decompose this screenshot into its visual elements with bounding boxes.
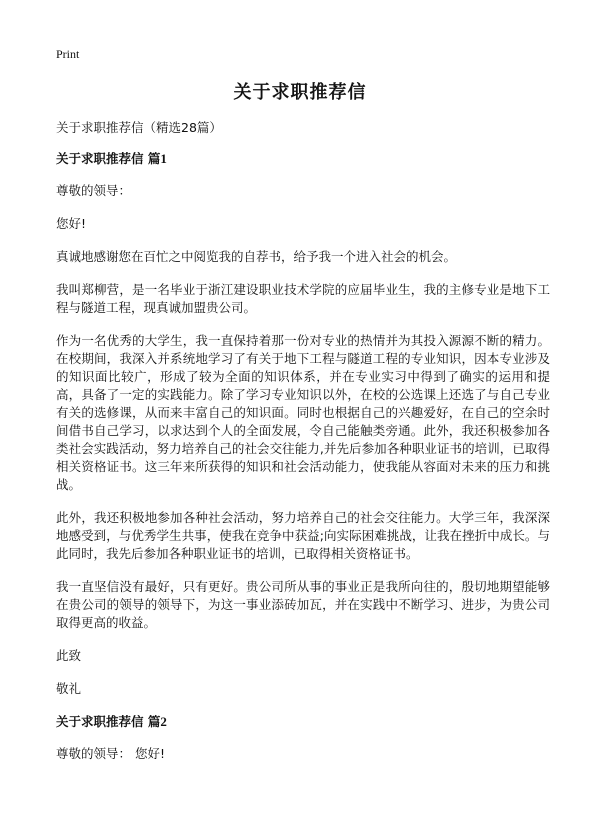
section-heading-2 [56,713,550,731]
section-heading-number: 2 [160,714,167,729]
closing: 此致 [56,648,82,663]
letter-paragraph: 我叫郑柳营，是一名毕业于浙江建设职业技术学院的应届毕业生，我的主修专业是地下工程与隧道工程，现真诚加盟贵公司。 [56,282,550,315]
section-heading-text: 关于求职推荐信 篇 [56,151,161,166]
closing-regards: 敬礼 [56,681,82,696]
document-title: 关于求职推荐信 [233,82,367,103]
print-link[interactable]: Print [56,47,80,61]
salutation: 尊敬的领导： [56,183,132,198]
letter-paragraph: 作为一名优秀的大学生，我一直保持着那一份对专业的热情并为其投入源源不断的精力。在校期间，我深入并系统地学习了有关于地下工程与隧道工程的专业知识，因本专业涉及的知识面比较广，形成了较为全面的知识体系，并在专业实习中得到了确实的运用和提高，具备了一定的实践能力。除了学习专业知识以外，在校的公选课上还选了与自己专业有关的选修课，从而来丰富自己的知识面。同时也根据自己的兴趣爱好，在自己的空余时间借书自己学习，以求达到个人的全面发展，令自己能触类旁通。此外，我还积极参加各类社会实践活动，努力培养自己的社会交往能力,并先后参加各种职业证书的培训，已取得相关资格证书。这三年来所获得的知识和社会活动能力，使我能从容面对未来的压力和挑战。 [56,333,550,492]
letter-paragraph: 真诚地感谢您在百忙之中阅览我的自荐书，给予我一个进入社会的机会。 [56,249,457,264]
document-subtitle: 关于求职推荐信（精选28篇） [56,120,222,135]
letter-content [56,119,550,778]
greeting: 您好! [56,216,87,231]
section-heading-number: 1 [160,151,167,166]
salutation: 尊敬的领导： 您好! [56,746,165,761]
letter-paragraph: 我一直坚信没有最好，只有更好。贵公司所从事的事业正是我所向往的，殷切地期望能够在贵公司的领导的领导下，为这一事业添砖加瓦，并在实践中不断学习、进步，为贵公司取得更高的收益。 [56,579,550,630]
letter-paragraph: 此外，我还积极地参加各种社会活动，努力培养自己的社会交往能力。大学三年，我深深地感受到，与优秀学生共事，使我在竞争中获益;向实际困难挑战，让我在挫折中成长。与此同时，我先后参加各种职业证书的培训，已取得相关资格证书。 [56,510,550,561]
section-heading-1 [56,150,550,168]
section-heading-text: 关于求职推荐信 篇 [56,714,161,729]
